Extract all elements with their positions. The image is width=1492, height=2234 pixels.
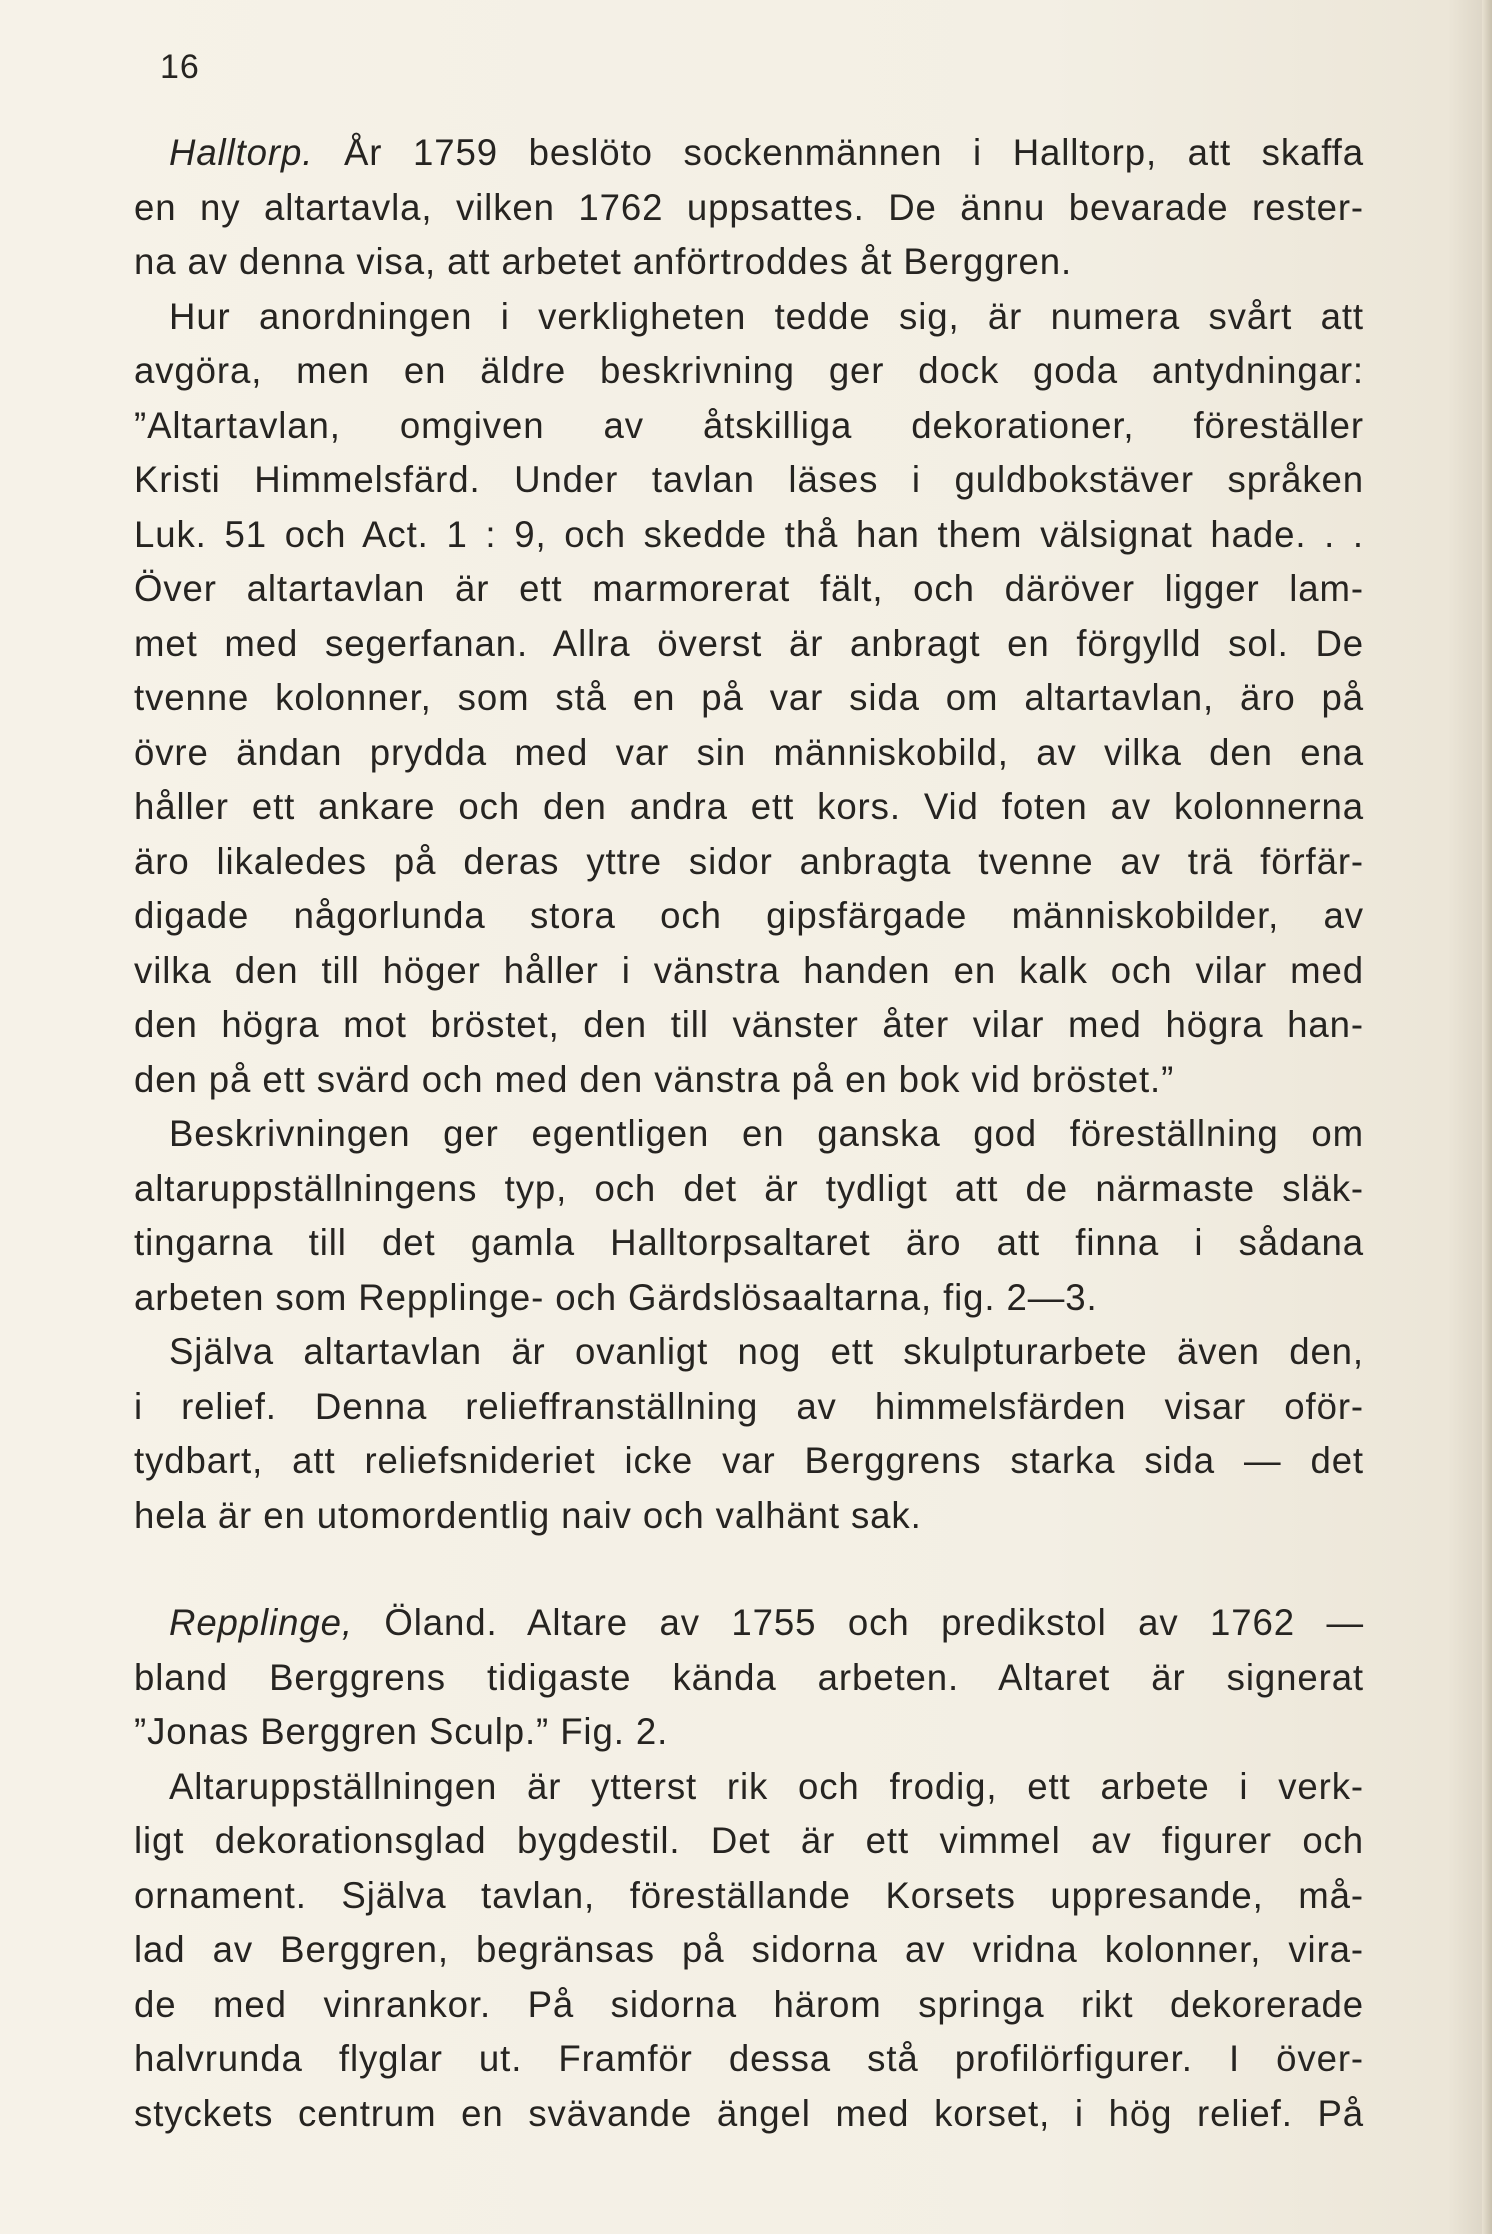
- text-line: arbeten som Repplinge- och Gärdslösaaltarna, fig. 2—3.: [134, 1276, 1098, 1318]
- text-line: halvrunda flyglar ut. Framför dessa stå profilörfigurer. I över-: [134, 2038, 1364, 2079]
- text-line: Beskrivningen ger egentligen en ganska god föreställning om: [169, 1113, 1364, 1154]
- body-text: [134, 126, 1364, 2141]
- text-line: den högra mot bröstet, den till vänster åter vilar med högra han-: [134, 1004, 1364, 1045]
- text-line: Kristi Himmelsfärd. Under tavlan läses i guldbokstäver språken: [134, 459, 1364, 500]
- section-spacer: [134, 1543, 1364, 1596]
- text-line: de med vinrankor. På sidorna härom springa rikt dekorerade: [134, 1983, 1364, 2025]
- place-name-repplinge: Repplinge,: [169, 1602, 353, 1643]
- paragraph-repplinge-line: Repplinge, Öland. Altare av 1755 och predikstol av 1762 —: [169, 1602, 1364, 1643]
- text-line: äro likaledes på deras yttre sidor anbragta tvenne av trä förfär-: [134, 840, 1364, 882]
- text-line: Altaruppställningen är ytterst rik och frodig, ett arbete i verk-: [169, 1765, 1364, 1807]
- text-line: na av denna visa, att arbetet anförtroddes åt Berggren.: [134, 241, 1073, 282]
- text-line: lad av Berggren, begränsas på sidorna av vridna kolonner, vira-: [134, 1929, 1364, 1970]
- text-line: tvenne kolonner, som stå en på var sida om altartavlan, äro på: [134, 677, 1364, 718]
- page-number: 16: [160, 48, 200, 86]
- text-line: ”Altartavlan, omgiven av åtskilliga dekorationer, föreställer: [134, 404, 1364, 446]
- text-line: Över altartavlan är ett marmorerat fält, och däröver ligger lam-: [134, 568, 1364, 609]
- text-line: en ny altartavla, vilken 1762 uppsattes. De ännu bevarade rester-: [134, 186, 1364, 228]
- place-name-halltorp: Halltorp.: [169, 132, 314, 173]
- text-line: ornament. Själva tavlan, föreställande Korsets uppresande, må-: [134, 1874, 1364, 1916]
- text-line: tydbart, att reliefsnideriet icke var Berggrens starka sida — det: [134, 1440, 1364, 1481]
- text-line: avgöra, men en äldre beskrivning ger dock goda antydningar:: [134, 350, 1364, 391]
- text-line: i relief. Denna relieffranställning av himmelsfärden visar oför-: [134, 1385, 1364, 1427]
- text-line: Själva altartavlan är ovanligt nog ett skulpturarbete även den,: [169, 1331, 1364, 1372]
- text-line: Luk. 51 och Act. 1 : 9, och skedde thå han them välsignat hade. . .: [134, 513, 1364, 555]
- text-line: bland Berggrens tidigaste kända arbeten. Altaret är signerat: [134, 1656, 1364, 1698]
- text-line: styckets centrum en svävande ängel med korset, i hög relief. På: [134, 2092, 1364, 2134]
- text-line: håller ett ankare och den andra ett kors. Vid foten av kolonnerna: [134, 786, 1364, 827]
- text-line: hela är en utomordentlig naiv och valhänt sak.: [134, 1494, 922, 1536]
- text-line: digade någorlunda stora och gipsfärgade människobilder, av: [134, 895, 1364, 936]
- text-line: met med segerfanan. Allra överst är anbragt en förgylld sol. De: [134, 622, 1364, 664]
- text-line: altaruppställningens typ, och det är tydligt att de närmaste släk-: [134, 1167, 1364, 1209]
- text-line: den på ett svärd och med den vänstra på en bok vid bröstet.”: [134, 1058, 1175, 1100]
- text-line: tingarna till det gamla Halltorpsaltaret äro att finna i sådana: [134, 1222, 1364, 1263]
- paragraph-halltorp-line: Halltorp. År 1759 beslöto sockenmännen i Halltorp, att skaffa: [169, 132, 1364, 173]
- text-line: ”Jonas Berggren Sculp.” Fig. 2.: [134, 1711, 669, 1752]
- page-edge: [1482, 0, 1492, 2234]
- text-line: Hur anordningen i verkligheten tedde sig, är numera svårt att: [169, 295, 1364, 337]
- text-line: ligt dekorationsglad bygdestil. Det är ett vimmel av figurer och: [134, 1820, 1364, 1861]
- text-line: övre ändan prydda med var sin människobild, av vilka den ena: [134, 731, 1364, 773]
- text-line: vilka den till höger håller i vänstra handen en kalk och vilar med: [134, 949, 1364, 991]
